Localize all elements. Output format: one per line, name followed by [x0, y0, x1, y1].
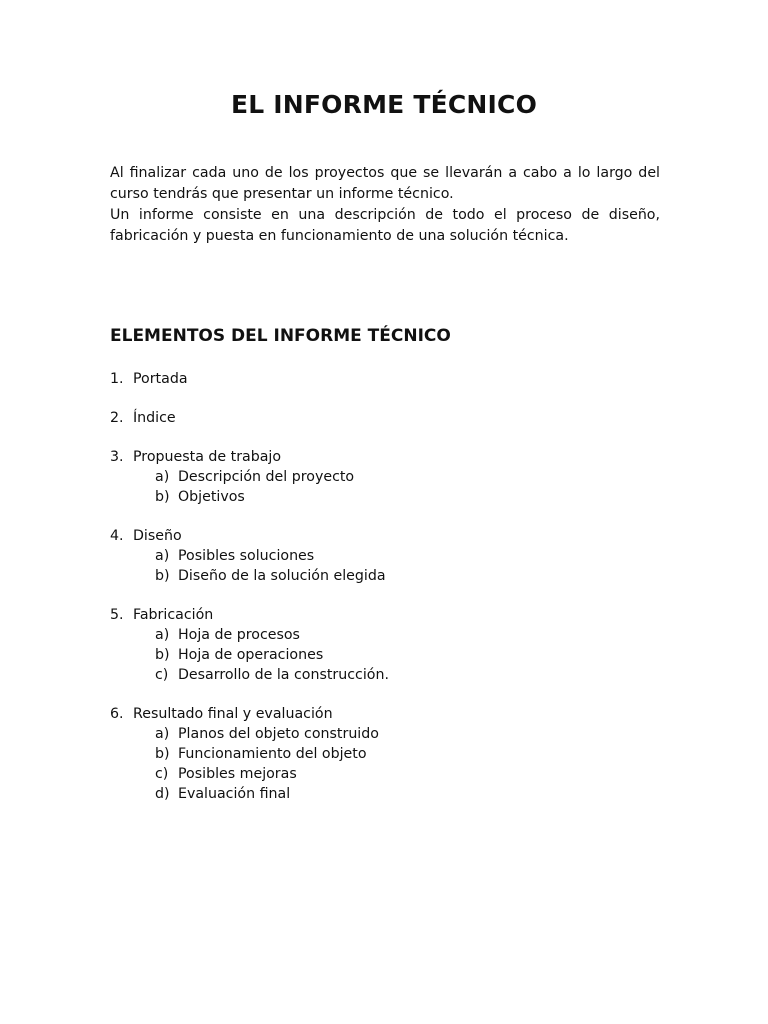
intro-paragraphs	[110, 163, 660, 247]
sub-item-letter: b)	[155, 746, 170, 762]
sub-item	[110, 764, 389, 784]
sub-item-label: Posibles mejoras	[178, 766, 297, 782]
list-item-number: 6.	[110, 706, 124, 722]
sub-item	[110, 645, 389, 665]
sub-item-letter: a)	[155, 726, 170, 742]
sub-item	[110, 665, 389, 685]
sub-item-letter: a)	[155, 627, 170, 643]
sub-item-letter: c)	[155, 667, 169, 683]
sub-item-letter: b)	[155, 489, 170, 505]
sub-item-label: Hoja de operaciones	[178, 647, 324, 663]
sub-item	[110, 566, 389, 586]
intro-paragraph: Un informe consiste en una descripción de todo el proceso de diseño, fabricación y puesta en funcionamiento de una solución técnica.	[110, 207, 660, 244]
sub-item-label: Posibles soluciones	[178, 548, 315, 564]
section-heading: ELEMENTOS DEL INFORME TÉCNICO	[110, 326, 451, 346]
sub-item-label: Evaluación final	[178, 786, 291, 802]
list-item	[110, 447, 389, 507]
list-item	[110, 369, 389, 389]
list-item-label: Propuesta de trabajo	[133, 449, 282, 465]
sub-item-letter: a)	[155, 548, 170, 564]
sub-item	[110, 546, 389, 566]
sub-item	[110, 625, 389, 645]
sub-item-label: Planos del objeto construido	[178, 726, 379, 742]
sub-item-letter: d)	[155, 786, 170, 802]
sub-item-label: Funcionamiento del objeto	[178, 746, 367, 762]
sub-item-label: Objetivos	[178, 489, 245, 505]
list-item-number: 2.	[110, 410, 124, 426]
sub-item-label: Diseño de la solución elegida	[178, 568, 386, 584]
list-item	[110, 704, 389, 804]
sub-item	[110, 724, 389, 744]
list-item-label: Fabricación	[133, 607, 214, 623]
sub-item	[110, 744, 389, 764]
sub-item-letter: b)	[155, 647, 170, 663]
sub-item-label: Hoja de procesos	[178, 627, 300, 643]
list-item-number: 5.	[110, 607, 124, 623]
list-item-label: Portada	[133, 371, 188, 387]
list-item-number: 3.	[110, 449, 124, 465]
sub-item-label: Descripción del proyecto	[178, 469, 355, 485]
sub-item-letter: c)	[155, 766, 169, 782]
sub-item-label: Desarrollo de la construcción.	[178, 667, 389, 683]
intro-paragraph: Al finalizar cada uno de los proyectos que se llevarán a cabo a lo largo del curso tendrás que presentar un informe técnico.	[110, 165, 660, 202]
sub-item	[110, 784, 389, 804]
sub-item	[110, 487, 389, 507]
list-item-label: Resultado final y evaluación	[133, 706, 333, 722]
elements-list	[110, 369, 389, 823]
sub-item-letter: b)	[155, 568, 170, 584]
sub-item-letter: a)	[155, 469, 170, 485]
list-item	[110, 526, 389, 586]
list-item-number: 4.	[110, 528, 124, 544]
list-item	[110, 605, 389, 685]
list-item-label: Índice	[133, 410, 176, 426]
list-item-label: Diseño	[133, 528, 182, 544]
sub-item	[110, 467, 389, 487]
page-title: EL INFORME TÉCNICO	[230, 90, 538, 119]
list-item	[110, 408, 389, 428]
list-item-number: 1.	[110, 371, 124, 387]
